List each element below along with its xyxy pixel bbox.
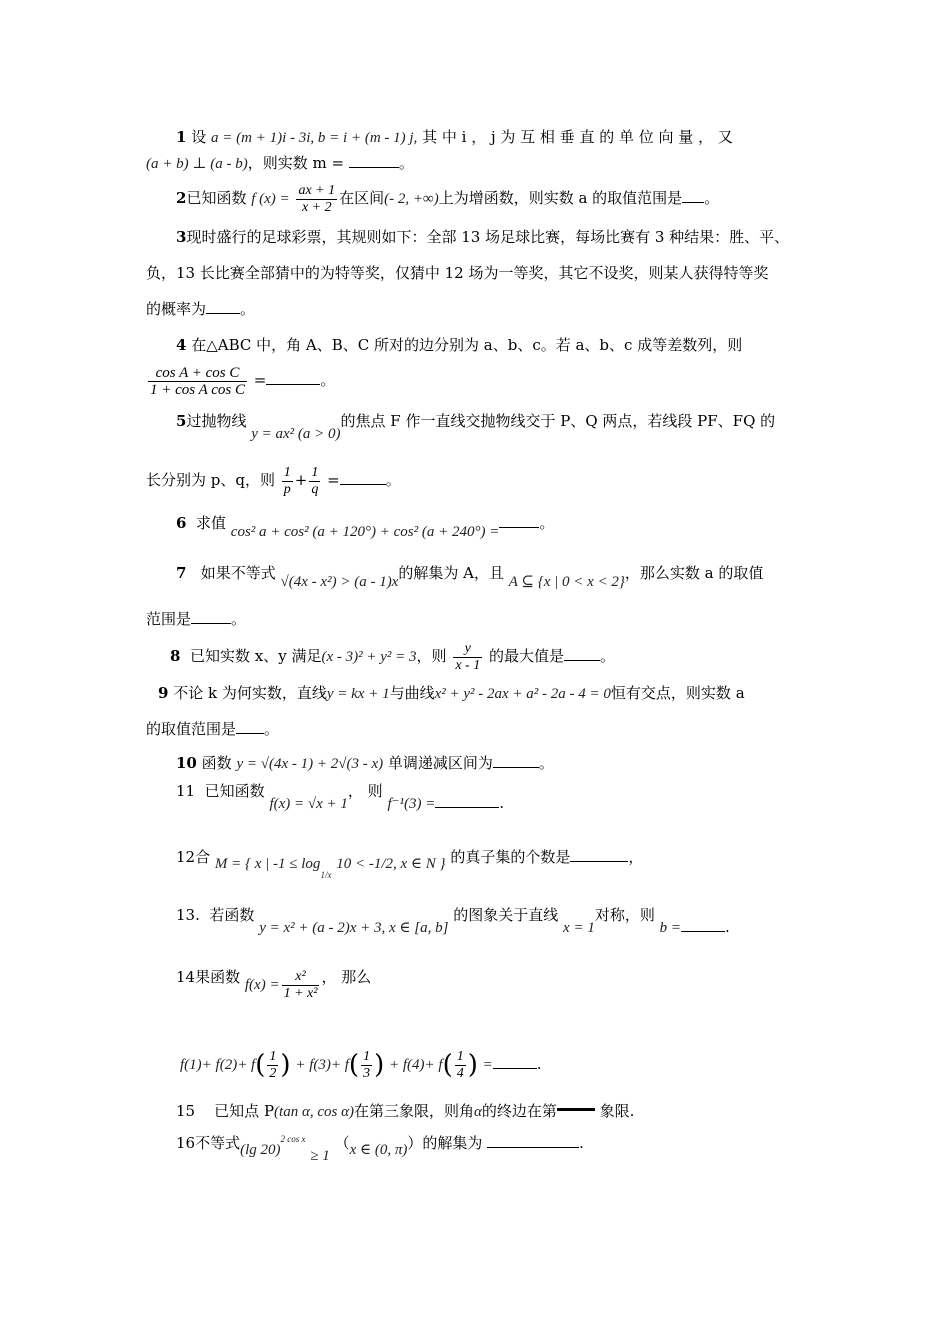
q9-text-3: 恒有交点，则实数 a: [610, 684, 745, 702]
question-5: [176, 410, 776, 442]
q7-text: 如果不等式: [200, 564, 276, 582]
question-12: [176, 846, 644, 880]
q16-text: 不等式: [195, 1134, 241, 1152]
q5-f2-numerator: 1: [311, 464, 319, 480]
answer-blank[interactable]: [682, 188, 704, 203]
question-5-line-2: [146, 460, 401, 500]
q16-paren-open: （: [334, 1134, 350, 1152]
q9-math: y = kx + 1: [326, 686, 390, 702]
answer-blank[interactable]: [557, 1100, 595, 1111]
q15-text-3: 的终边在第: [481, 1102, 557, 1120]
q2-end: 。: [704, 189, 720, 207]
q13-text-2: 的图象关于直线: [453, 906, 559, 924]
answer-blank[interactable]: [236, 719, 264, 734]
q5-f1-denominator: p: [283, 481, 291, 497]
q2-lhs: f (x) =: [251, 191, 290, 207]
frac-denominator: 4: [456, 1065, 464, 1081]
q2-number: 2: [176, 189, 187, 207]
q10-math: y = √(4x - 1) + 2√(3 - x): [236, 756, 384, 772]
q4-end: 。: [320, 371, 336, 389]
q11-math-2: f⁻¹(3) =: [387, 796, 436, 812]
q14-fraction: [282, 969, 320, 1002]
q14-frac-quarter: [455, 1049, 466, 1082]
q8-denominator: x - 1: [455, 657, 481, 673]
answer-blank[interactable]: [191, 609, 231, 624]
q8-text: 已知实数 x、y 满足: [189, 647, 322, 665]
q15-text: 已知点 P: [214, 1102, 275, 1120]
paren-right: ): [467, 1050, 478, 1080]
q12-log-base: 1/x: [320, 870, 332, 880]
q16-math-2: ≥ 1: [310, 1148, 330, 1164]
q14-number: 14: [176, 968, 196, 986]
frac-numerator: 1: [269, 1048, 277, 1064]
q5-plus: +: [294, 471, 308, 489]
q7-text-3: ，那么实数 a 的取值: [624, 564, 764, 582]
q10-text-2: 单调递减区间为: [387, 754, 493, 772]
question-9-line-2: [146, 718, 279, 740]
q8-text-3: 的最大值是: [488, 647, 564, 665]
answer-blank[interactable]: [435, 793, 499, 808]
q1-text-3: ，则实数 m =: [247, 154, 345, 172]
q16-text-3: ）的解集为: [407, 1134, 483, 1152]
q11-text-2: ， 则: [347, 782, 383, 800]
q2-denominator: x + 2: [301, 199, 332, 215]
q10-end: 。: [538, 754, 554, 772]
question-10: [176, 752, 554, 775]
q6-number: 6: [176, 514, 187, 532]
q9-end: 。: [264, 720, 280, 738]
answer-blank[interactable]: [487, 1133, 579, 1148]
q1-text-2: 其 中 i ， j 为 互 相 垂 直 的 单 位 向 量 ， 又: [422, 128, 733, 146]
answer-blank[interactable]: [681, 917, 725, 932]
question-8: [170, 636, 615, 677]
q9-text-2: 与曲线: [389, 684, 435, 702]
q2-text: 已知函数: [186, 189, 247, 207]
question-6: [176, 512, 555, 540]
question-9: [158, 682, 745, 705]
q14-end: .: [536, 1055, 542, 1073]
question-14-expression: [180, 1042, 542, 1087]
q3-number: 3: [176, 228, 187, 246]
q3-line-1: 现时盛行的足球彩票，其规则如下：全部 13 场足球比赛，每场比赛有 3 种结果：胜、平、: [186, 228, 790, 246]
paren-left: (: [348, 1050, 360, 1080]
q12-math-2: 10 < -1/2, x ∈ N }: [336, 856, 446, 872]
q5-number: 5: [176, 412, 187, 430]
question-1-line-2: [146, 152, 414, 175]
q7-end: 。: [231, 610, 247, 628]
q16-math-3: x ∈ (0, π): [349, 1142, 408, 1158]
q16-math: (lg 20): [240, 1142, 281, 1158]
q13-math: y = x² + (a - 2)x + 3, x ∈ [a, b]: [259, 920, 449, 936]
question-11: [176, 780, 505, 812]
q14-denominator: 1 + x²: [283, 985, 318, 1001]
q15-math: (tan α, cos α): [274, 1104, 354, 1120]
q16-end: .: [579, 1134, 584, 1152]
q3-line-2: 负，13 长比赛全部猜中的为特等奖，仅猜中 12 场为一等奖，其它不设奖，则某人获得特等奖: [146, 264, 769, 282]
answer-blank[interactable]: [266, 370, 320, 385]
q14-term: + f(4)+ f: [389, 1057, 443, 1073]
q9-number: 9: [158, 684, 169, 702]
q2-fraction: [296, 183, 337, 216]
q12-math: M = { x | -1 ≤ log: [214, 856, 321, 872]
paren-right: ): [374, 1050, 385, 1080]
q15-text-2: 在第三象限，则角: [353, 1102, 474, 1120]
q13-text-3: 对称，则: [594, 906, 655, 924]
q5-math: y = ax² (a > 0): [251, 426, 341, 442]
q14-term: f(1)+ f(2)+ f: [180, 1057, 256, 1073]
q15-math-2: α: [473, 1104, 482, 1120]
q14-term: + f(3)+ f: [295, 1057, 349, 1073]
q2-text-3: 上为增函数，则实数 a 的取值范围是: [438, 189, 683, 207]
question-14: [176, 964, 371, 1005]
q14-numerator: x²: [282, 969, 320, 986]
q2-math: (- 2, +∞): [384, 191, 439, 207]
q7-line-2: 范围是: [146, 610, 192, 628]
question-4-line-2: [146, 360, 335, 400]
paren-left: (: [442, 1050, 453, 1080]
question-3-line-3: [146, 298, 255, 320]
q5-text: 过抛物线: [186, 412, 247, 430]
paren-left: (: [255, 1050, 266, 1080]
q4-numerator: cos A + cos C: [148, 365, 247, 382]
answer-blank[interactable]: [564, 646, 600, 661]
q14-equals: =: [482, 1057, 493, 1073]
q4-number: 4: [176, 336, 187, 354]
q13-end: .: [725, 918, 730, 936]
q5-text-2: 的焦点 F 作一直线交抛物线交于 P、Q 两点，若线段 PF、FQ 的: [340, 412, 776, 430]
q8-number: 8: [170, 647, 181, 665]
question-7: [176, 562, 764, 590]
q5-f1-numerator: 1: [283, 464, 291, 480]
q15-text-4: 象限.: [599, 1102, 635, 1120]
answer-blank[interactable]: [206, 299, 240, 314]
frac-numerator: 1: [456, 1048, 464, 1064]
q7-math: √(4x - x²) > (a - 1)x: [280, 574, 399, 590]
q12-text: 合: [195, 848, 211, 866]
q16-number: 16: [176, 1134, 196, 1152]
q4-denominator: 1 + cos A cos C: [150, 381, 245, 398]
q5-f2-denominator: q: [311, 481, 319, 497]
q4-text: 在△ABC 中，角 A、B、C 所对的边分别为 a、b、c。若 a、b、c 成等差数列，则: [191, 336, 743, 354]
q4-equals: =: [253, 371, 267, 389]
q6-end: 。: [539, 514, 555, 532]
q2-text-2: 在区间: [339, 189, 385, 207]
q11-end: .: [499, 794, 505, 812]
question-16: [176, 1128, 584, 1164]
question-4: [176, 334, 742, 356]
q14-lhs: f(x) =: [244, 977, 280, 993]
q7-math-2: A ⊆ {x | 0 < x < 2}: [508, 574, 625, 590]
q5-equals: =: [327, 471, 340, 489]
q7-number: 7: [176, 564, 187, 582]
q10-text: 函数: [201, 754, 232, 772]
answer-blank[interactable]: [340, 470, 386, 485]
q9-math-2: x² + y² - 2ax + a² - 2a - 4 = 0: [434, 686, 611, 702]
q14-frac-half: [267, 1049, 278, 1082]
q13-math-3: b =: [659, 920, 681, 936]
question-3: [176, 226, 789, 248]
q1-number: 1: [176, 128, 187, 146]
q12-end: ，: [628, 848, 644, 866]
answer-blank[interactable]: [499, 521, 539, 528]
question-3-line-2: [146, 262, 768, 284]
answer-blank[interactable]: [493, 753, 539, 768]
q8-end: 。: [600, 647, 616, 665]
q12-number: 12: [176, 848, 196, 866]
q3-end: 。: [240, 300, 256, 318]
q14-text: 果函数: [195, 968, 241, 986]
q2-numerator: ax + 1: [298, 182, 336, 198]
q9-text: 不论 k 为何实数，直线: [173, 684, 327, 702]
q1-text: 设: [191, 128, 207, 146]
q14-text-2: ， 那么: [321, 968, 372, 986]
q8-numerator: y: [453, 641, 482, 658]
q11-math: f(x) = √x + 1: [269, 796, 348, 812]
q13-number: 13.: [176, 906, 200, 924]
q10-number: 10: [176, 754, 197, 772]
q3-line-3: 的概率为: [146, 300, 207, 318]
q6-text: 求值: [195, 514, 226, 532]
q11-text: 已知函数: [204, 782, 265, 800]
q13-text: 若函数: [209, 906, 255, 924]
q9-line-2: 的取值范围是: [146, 720, 237, 738]
frac-denominator: 2: [269, 1065, 277, 1081]
answer-blank[interactable]: [493, 1054, 537, 1069]
q6-math: cos² a + cos² (a + 120°) + cos² (a + 240°) =: [230, 524, 500, 540]
q11-number: 11: [176, 782, 196, 800]
q5-line-2: 长分别为 p、q，则: [146, 471, 275, 489]
q7-text-2: 的解集为 A，且: [398, 564, 504, 582]
question-15: [176, 1100, 634, 1123]
q8-text-2: ，则: [416, 647, 447, 665]
frac-denominator: 3: [363, 1065, 371, 1081]
q8-fraction: [453, 641, 482, 674]
answer-blank[interactable]: [570, 847, 628, 862]
q12-text-2: 的真子集的个数是: [450, 848, 571, 866]
q4-fraction: [148, 365, 247, 398]
paren-right: ): [280, 1050, 291, 1080]
q5-fraction-2: [309, 465, 320, 498]
q13-math-2: x = 1: [563, 920, 595, 936]
q15-number: 15: [176, 1102, 196, 1120]
question-13: [176, 904, 730, 936]
q1-math: a = (m + 1)i - 3i, b = i + (m - 1) j,: [211, 130, 418, 146]
q1-end: 。: [398, 154, 414, 172]
q5-end: 。: [385, 471, 401, 489]
frac-numerator: 1: [363, 1048, 371, 1064]
q14-frac-third: [361, 1049, 372, 1082]
question-1: [176, 126, 733, 149]
q5-fraction-1: [282, 465, 293, 498]
answer-blank[interactable]: [349, 153, 399, 168]
q16-exponent: 2 cos x: [280, 1134, 306, 1144]
question-7-line-2: [146, 608, 246, 630]
q8-math: (x - 3)² + y² = 3: [321, 649, 417, 665]
q1-math-2: (a + b) ⊥ (a - b): [146, 156, 248, 172]
question-2: [176, 178, 719, 219]
